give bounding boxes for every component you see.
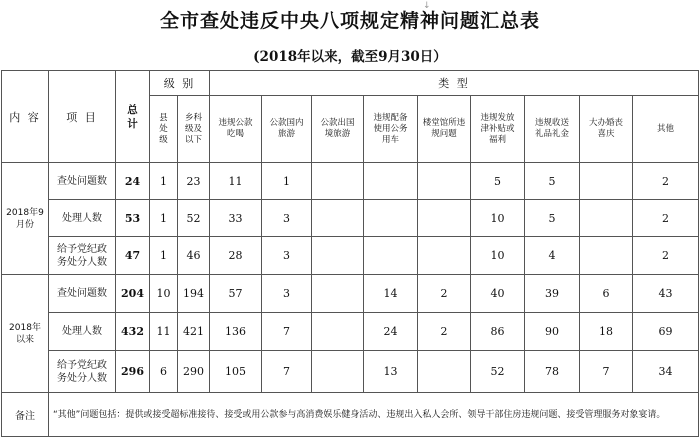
row-type-cell: 40 [471,275,525,313]
table-row [2,163,699,200]
row-type-cell: 2 [418,313,471,351]
row-type-cell: 2 [633,163,699,200]
table-row [2,237,699,275]
note-label: 备注 [2,393,49,437]
row-type-cell: 5 [525,163,580,200]
row-type-cell: 5 [471,163,525,200]
row-type-cell: 7 [262,351,312,393]
header-row-1 [2,71,699,96]
row-county: 1 [150,237,178,275]
row-type-cell: 86 [471,313,525,351]
row-type-cell: 69 [633,313,699,351]
header-type-6: 违规发放津补贴或福利 [471,96,525,163]
header-type: 类 型 [210,71,699,96]
row-total: 24 [116,163,150,200]
row-type-cell: 7 [580,351,633,393]
row-item: 给予党纪政务处分人数 [49,351,116,393]
row-township: 194 [178,275,210,313]
row-total: 53 [116,200,150,237]
row-type-cell: 43 [633,275,699,313]
row-type-cell [364,200,418,237]
row-type-cell [312,163,364,200]
row-type-cell [580,237,633,275]
header-total: 总计 [116,71,150,163]
row-type-cell: 39 [525,275,580,313]
row-total: 204 [116,275,150,313]
row-type-cell: 3 [262,200,312,237]
header-type-9: 其他 [633,96,699,163]
row-type-cell [580,163,633,200]
row-county: 10 [150,275,178,313]
row-total: 47 [116,237,150,275]
row-type-cell [364,163,418,200]
table-row [2,275,699,313]
row-type-cell: 136 [210,313,262,351]
header-type-5: 楼堂馆所违规问题 [418,96,471,163]
header-content: 内 容 [2,71,49,163]
row-type-cell: 4 [525,237,580,275]
row-township: 46 [178,237,210,275]
page-subtitle: (2018年以来，截至9月30日） [253,49,447,65]
row-type-cell: 24 [364,313,418,351]
row-township: 421 [178,313,210,351]
table-row [2,351,699,393]
row-type-cell: 6 [580,275,633,313]
row-type-cell: 105 [210,351,262,393]
row-type-cell: 90 [525,313,580,351]
header-type-4: 违规配备使用公务用车 [364,96,418,163]
row-type-cell: 13 [364,351,418,393]
row-type-cell [312,237,364,275]
page-title: 全市查处违反中央八项规定精神问题汇总表 [159,10,540,32]
table-row [2,313,699,351]
row-type-cell: 3 [262,275,312,313]
row-item: 查处问题数 [49,275,116,313]
row-type-cell: 1 [262,163,312,200]
row-type-cell [312,351,364,393]
row-type-cell [364,237,418,275]
row-type-cell [312,200,364,237]
row-item: 处理人数 [49,200,116,237]
row-type-cell: 18 [580,313,633,351]
section-label: 2018年以来 [2,275,49,393]
row-type-cell [312,313,364,351]
header-county-level: 县处级 [150,96,178,163]
row-item: 查处问题数 [49,163,116,200]
header-township-level: 乡科级及以下 [178,96,210,163]
row-total: 432 [116,313,150,351]
row-item: 处理人数 [49,313,116,351]
row-county: 6 [150,351,178,393]
row-type-cell: 78 [525,351,580,393]
header-level: 级 别 [150,71,210,96]
row-type-cell: 5 [525,200,580,237]
header-type-1: 违规公款吃喝 [210,96,262,163]
row-type-cell: 2 [633,200,699,237]
row-type-cell: 3 [262,237,312,275]
row-total: 296 [116,351,150,393]
row-type-cell: 10 [471,200,525,237]
row-type-cell [418,351,471,393]
row-township: 290 [178,351,210,393]
row-type-cell: 10 [471,237,525,275]
row-type-cell: 11 [210,163,262,200]
row-type-cell: 14 [364,275,418,313]
row-type-cell [312,275,364,313]
row-type-cell [418,200,471,237]
note-row [2,393,699,437]
table-row [2,200,699,237]
section-label: 2018年9月份 [2,163,49,275]
row-type-cell: 7 [262,313,312,351]
header-type-7: 违规收送礼品礼金 [525,96,580,163]
row-type-cell [418,237,471,275]
header-item: 项 目 [49,71,116,163]
note-text: “其他”问题包括：提供或接受超标准接待、接受或用公款参与高消费娱乐健身活动、违规出入私人会所、领导干部住房违规问题、接受管理服务对象宴请。 [49,393,699,437]
row-type-cell: 2 [418,275,471,313]
row-township: 23 [178,163,210,200]
row-county: 11 [150,313,178,351]
row-type-cell: 2 [633,237,699,275]
row-county: 1 [150,200,178,237]
row-type-cell: 28 [210,237,262,275]
row-type-cell [418,163,471,200]
row-type-cell [580,200,633,237]
row-township: 52 [178,200,210,237]
row-type-cell: 33 [210,200,262,237]
header-type-8: 大办婚丧喜庆 [580,96,633,163]
row-type-cell: 34 [633,351,699,393]
row-county: 1 [150,163,178,200]
row-type-cell: 52 [471,351,525,393]
summary-table [1,70,699,437]
header-type-2: 公款国内旅游 [262,96,312,163]
header-type-3: 公款出国境旅游 [312,96,364,163]
row-item: 给予党纪政务处分人数 [49,237,116,275]
cursor-mark: ↓ [423,1,431,11]
row-type-cell: 57 [210,275,262,313]
